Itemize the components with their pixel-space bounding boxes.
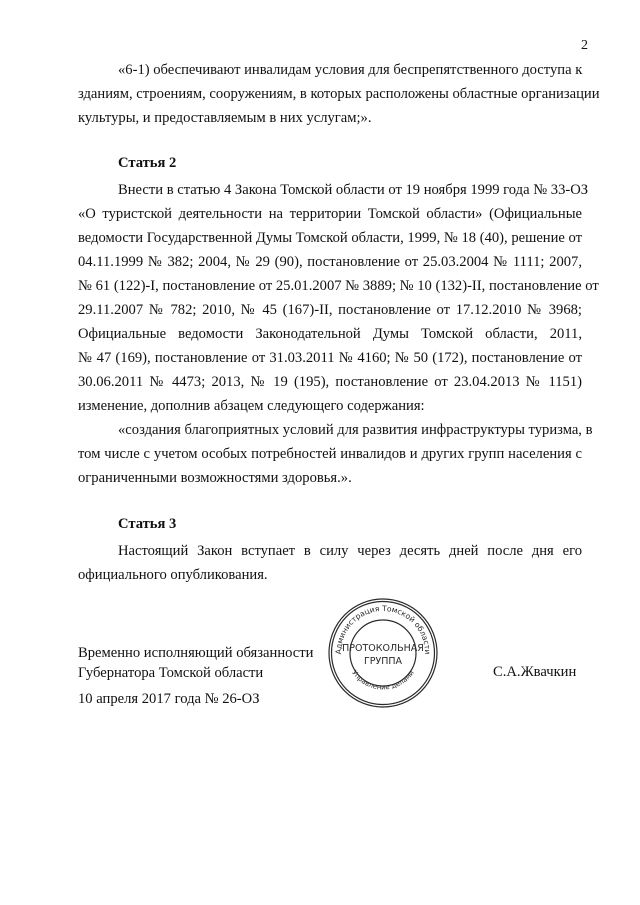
article-2-line: № 61 (122)-I, постановление от 25.01.2007 № 3889; № 10 (132)-II, постановление от (78, 278, 599, 294)
article-2-line: «О туристской деятельности на территории Томской области» (Официальные (78, 206, 582, 222)
article-3-line: Настоящий Закон вступает в силу через десять дней после дня его (118, 543, 582, 559)
article-2-line: изменение, дополнив абзацем следующего содержания: (78, 398, 425, 414)
article-2-heading: Статья 2 (118, 155, 177, 171)
signer-name: С.А.Жвачкин (493, 664, 577, 680)
article-2-line: Внести в статью 4 Закона Томской области от 19 ноября 1999 года № 33-ОЗ (118, 182, 589, 198)
article-2-line: 04.11.1999 № 382; 2004, № 29 (90), постановление от 25.03.2004 № 1111; 2007, (78, 254, 582, 270)
signer-position-line-1: Временно исполняющий обязанности (78, 645, 314, 661)
article-2-line: ведомости Государственной Думы Томской области, 1999, № 18 (40), решение от (78, 230, 583, 246)
stamp-inner-line-2: ГРУППА (363, 656, 403, 667)
intro-line-3: культуры, и предоставляемым в них услугам;». (78, 110, 372, 126)
article-2-line: № 47 (169), постановление от 31.03.2011 № 4160; № 50 (172), постановление от (78, 350, 582, 366)
article-2-line: Официальные ведомости Законодательной Думы Томской области, 2011, (78, 326, 582, 342)
law-date-number: 10 апреля 2017 года № 26-ОЗ (78, 691, 260, 707)
intro-line-2: зданиям, строениям, сооружениям, в которых расположены областные организации (78, 86, 600, 102)
quote-line: ограниченными возможностями здоровья.». (78, 470, 352, 486)
svg-text:Управление делами (350, 669, 416, 692)
stamp-outer-text: Администрация Томской области (333, 603, 433, 655)
page-number: 2 (581, 38, 588, 53)
quote-line: «создания благоприятных условий для развития инфраструктуры туризма, в (118, 422, 593, 438)
stamp-inner-line-1: ПРОТОКОЛЬНАЯ (342, 643, 424, 654)
signer-position-line-2: Губернатора Томской области (78, 665, 264, 681)
article-2-line: 30.06.2011 № 4473; 2013, № 19 (195), постановление от 23.04.2013 № 1151) (78, 374, 582, 390)
quote-line: том числе с учетом особых потребностей инвалидов и других групп населения с (78, 446, 582, 462)
intro-line-1: «6-1) обеспечивают инвалидам условия для беспрепятственного доступа к (118, 62, 583, 78)
article-2-line: 29.11.2007 № 782; 2010, № 45 (167)-II, постановление от 17.12.2010 № 3968; (78, 302, 582, 318)
article-3-heading: Статья 3 (118, 516, 177, 532)
article-3-line: официального опубликования. (78, 567, 268, 583)
stamp-bottom-text: Управление делами (350, 668, 416, 692)
official-stamp (327, 597, 439, 709)
